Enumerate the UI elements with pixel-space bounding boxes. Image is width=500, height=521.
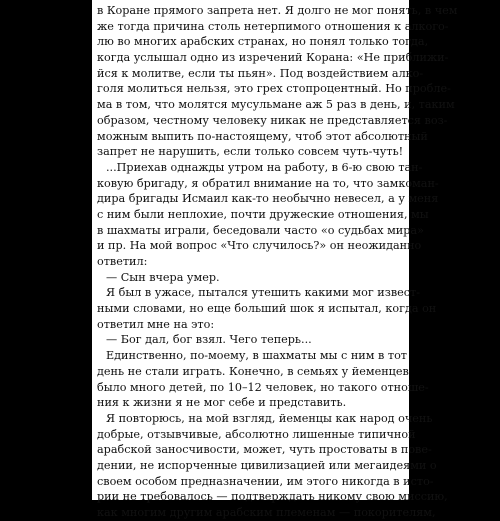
text-line: — Бог дал, бог взял. Чего теперь... [106,333,312,347]
text-line: ными словами, но еще больший шок я испытал, когда он [97,302,437,316]
text-line: ...Приехав однажды утром на работу, в 6-ю свою тан- [106,160,423,174]
text-line: дении, не испорченные цивилизацией или мегаидеями о [97,458,437,472]
text-line: ма в том, что молятся мусульмане аж 5 раз в день, и, таким [97,98,455,112]
text-line: голя молиться нельзя, это грех стопроцентный. Но пробле- [97,82,451,96]
text-line: было много детей, по 10–12 человек, но такого отноше- [97,380,429,394]
text-line: рии не требовалось — подтверждать никому свою миссию, [97,490,448,504]
text-line: образом, честному человеку никак не представляется воз- [97,113,448,127]
text-line: ответил мне на это: [97,317,215,331]
text-line: в Коране прямого запрета нет. Я долго не мог понять, в чем [97,4,458,17]
text-line: как многим другим арабским племенам — покорителям, [97,506,436,519]
text-line: арабской заносчивости, может, чуть простоваты в пове- [97,443,432,457]
text-line: Я повторюсь, на мой взгляд, йеменцы как народ очень [106,411,433,425]
text-line: — Сын вчера умер. [106,270,220,284]
text-line: запрет не нарушить, если только совсем чуть-чуть! [97,145,404,159]
text-line: с ним были неплохие, почти дружеские отношения, мы [97,207,429,221]
page-text [97,3,458,521]
text-line: когда услышал одно из изречений Корана: «Не приближи- [97,51,449,65]
text-line: ния к жизни я не мог себе и представить. [97,396,347,410]
text-line: же тогда причина столь нетерпимого отношения к алкого- [97,19,449,33]
text-line: йся к молитве, если ты пьян». Под воздействием алко- [97,66,424,80]
text-line: день не стали играть. Конечно, в семьях у йеменцев [97,364,409,378]
text-line: своем особом предназначении, им этого никогда в исто- [97,474,434,488]
text-line: лю во многих арабских странах, но понял только тогда, [97,35,429,49]
text-line: ответил: [97,255,148,268]
text-line: Я был в ужасе, пытался утешить какими мог извест- [106,286,420,300]
text-line: в шахматы играли, беседовали часто «о судьбах мира» [97,223,424,237]
text-line: Единственно, по-моему, в шахматы мы с ним в тот [106,349,407,363]
text-line: можным выпить по-настоящему, чтоб этот абсолютный [97,129,428,143]
text-line: ковую бригаду, я обратил внимание на то, что замкоман- [97,176,439,190]
book-page [92,0,458,519]
text-line: дира бригады Исмаил как-то необычно невесел, а у меня [97,192,439,206]
text-line: и пр. На мой вопрос «Что случилось?» он неожиданно [97,239,422,253]
text-line: добрые, отзывчивые, абсолютно лишенные типичной [97,427,416,441]
